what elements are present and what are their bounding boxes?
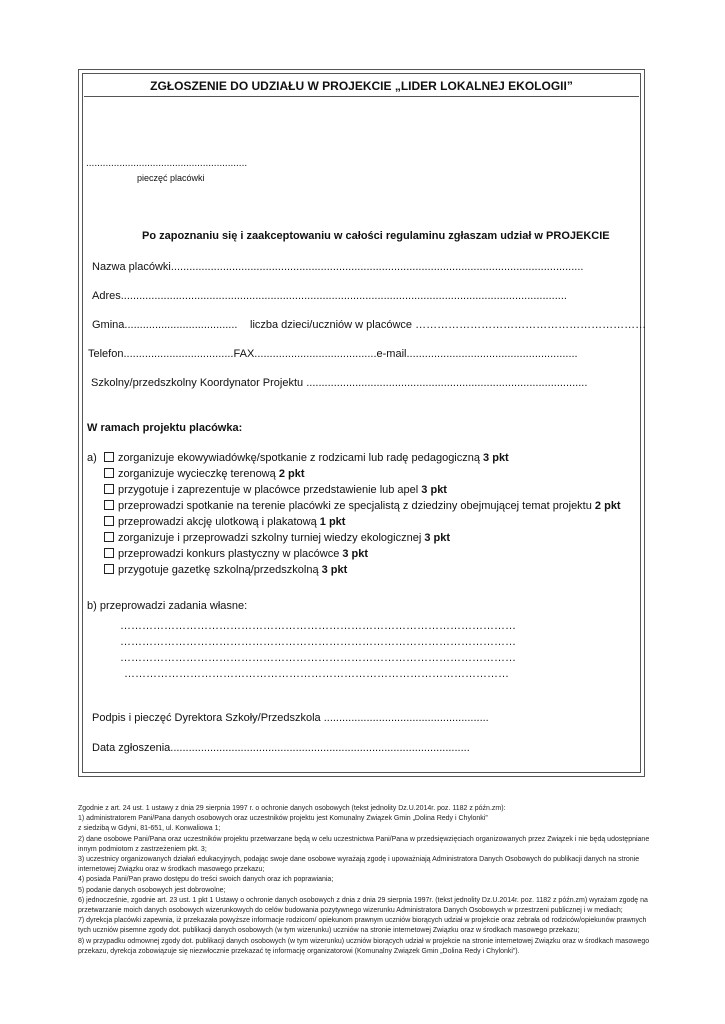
checkbox-icon[interactable] <box>104 516 114 526</box>
footnote-line: 5) podanie danych osobowych jest dobrowolne; <box>78 886 226 894</box>
field-gmina[interactable]: Gmina..................................... <box>92 319 238 331</box>
checkbox-icon[interactable] <box>104 532 114 542</box>
task-item[interactable]: przeprowadzi akcję ulotkową i plakatową 1 pkt <box>104 516 345 528</box>
field-nazwa[interactable]: Nazwa placówki....................................................................................................................................... <box>92 261 584 273</box>
own-tasks-label: b) przeprowadzi zadania własne: <box>87 600 248 612</box>
signature-field[interactable]: Podpis i pieczęć Dyrektora Szkoły/Przedszkola ...................................................... <box>92 712 489 724</box>
checkbox-icon[interactable] <box>104 500 114 510</box>
field-liczba-dzieci[interactable]: liczba dzieci/uczniów w placówce ……………………………………………………… <box>250 319 647 331</box>
task-item[interactable]: przeprowadzi spotkanie na terenie placówki ze specjalistą z dziedziny obejmującej temat projektu 2 pkt <box>104 500 621 512</box>
footnote-line: 4) posiada Pani/Pan prawo dostępu do treści swoich danych oraz ich poprawiania; <box>78 876 334 884</box>
own-task-line[interactable]: ……………………………………………………………………………………………… <box>120 620 516 632</box>
date-field[interactable]: Data zgłoszenia.................................................................................................. <box>92 742 470 754</box>
checkbox-icon[interactable] <box>104 548 114 558</box>
field-telefon-fax-email[interactable]: Telefon....................................FAX........................................e-mail........................................................ <box>88 348 578 360</box>
footnote-line: z siedzibą w Gdyni, 81-651, ul. Konwaliowa 1; <box>78 825 221 833</box>
checkbox-icon[interactable] <box>104 452 114 462</box>
footnote-line: 7) dyrekcja placówki zapewnia, iż przekazała powyższe informacje rodzicom/ opiekunom prawnym uczniów biorących udział w projekcie oraz zebrała od rodziców/opiekunów prawnych tych uczniów pisemne zgody dot. publikacji danych osobowych (w tym wizerunku) uczniów na stronie internetowej Związku oraz w środkach masowego przekazu; <box>78 917 647 935</box>
footnote-line: innym podmiotom z zastrzeżeniem pkt. 3; <box>78 845 207 853</box>
stamp-line: .......................................................... <box>86 158 248 169</box>
footnote-line: 8) w przypadku odmownej zgody dot. publikacji danych osobowych (w tym wizerunku) uczniów biorących udział w projekcie na stronie internetowej Związku oraz w środkach masowego przekazu, dyrekcja zobowiązuje się niezwłocznie przekazać tę informację organizatorowi (Komunalny Związek Gmin „Dolina Redy i Chylonki”). <box>78 937 650 955</box>
own-task-line[interactable]: ……………………………………………………………………………………………… <box>120 652 516 664</box>
task-item[interactable]: przygotuje gazetkę szkolną/przedszkolną 3 pkt <box>104 564 347 576</box>
intro-statement: Po zapoznaniu się i zaakceptowaniu w całości regulaminu zgłaszam udział w PROJEKCIE <box>142 230 610 242</box>
footnote-line: 2) dane osobowe Pani/Pana oraz uczestników projektu przetwarzane będą w celu uczestnictwa Pani/Pana w przedsięwzięciach organizowanych przez Związek i nie będą udostępniane <box>78 835 650 843</box>
footnote-line: 1) administratorem Pani/Pana danych osobowych oraz uczestników projektu jest Komunalny Związek Gmin „Dolina Redy i Chylonki” <box>78 815 488 823</box>
task-item[interactable]: zorganizuje ekowywiadówkę/spotkanie z rodzicami lub radę pedagogiczną 3 pkt <box>104 452 509 464</box>
own-task-line[interactable]: ……………………………………………………………………………………………… <box>120 636 516 648</box>
task-item[interactable]: przeprowadzi konkurs plastyczny w placówce 3 pkt <box>104 548 368 560</box>
checkbox-icon[interactable] <box>104 468 114 478</box>
section-heading: W ramach projektu placówka: <box>87 422 243 434</box>
list-a-marker: a) <box>87 452 97 464</box>
own-task-line[interactable]: …………………………………………………………………………………………… <box>124 668 509 680</box>
checkbox-icon[interactable] <box>104 564 114 574</box>
stamp-label: pieczęć placówki <box>137 173 205 183</box>
field-adres[interactable]: Adres.................................................................................................................................................. <box>92 290 567 302</box>
footnote-line: Zgodnie z art. 24 ust. 1 ustawy z dnia 29 sierpnia 1997 r. o ochronie danych osobowych (tekst jednolity Dz.U.2014r. poz. 1182 z późn.zm): <box>78 805 506 812</box>
gdpr-footnote <box>78 804 653 957</box>
form-title: ZGŁOSZENIE DO UDZIAŁU W PROJEKCIE „LIDER LOKALNEJ EKOLOGII” <box>84 75 639 97</box>
checkbox-icon[interactable] <box>104 484 114 494</box>
task-item[interactable]: przygotuje i zaprezentuje w placówce przedstawienie lub apel 3 pkt <box>104 484 447 496</box>
task-item[interactable]: zorganizuje wycieczkę terenową 2 pkt <box>104 468 305 480</box>
task-item[interactable]: zorganizuje i przeprowadzi szkolny turniej wiedzy ekologicznej 3 pkt <box>104 532 450 544</box>
footnote-line: 6) jednocześnie, zgodnie art. 23 ust. 1 pkt 1 Ustawy o ochronie danych osobowych z dnia z dnia 29 sierpnia 1997r. (tekst jednolity Dz.U.2014r. poz. 1182 z późn.zm) wyrażam zgodę na przetwarzanie moich danych osobowych wizerunkowych do celów budowania pozytywnego wizerunku Administratora Danych Osobowych w przestrzeni publicznej i w mediach; <box>78 896 648 915</box>
field-koordynator[interactable]: Szkolny/przedszkolny Koordynator Projektu ............................................................................................ <box>91 377 588 389</box>
footnote-line: 3) uczestnicy organizowanych działań edukacyjnych, podając swoje dane osobowe wyrażają zgodę i upoważniają Administratora Danych Osobowych do publikacji danych na stronie internetowej Związku oraz w środkach masowego przekazu; <box>78 856 640 874</box>
